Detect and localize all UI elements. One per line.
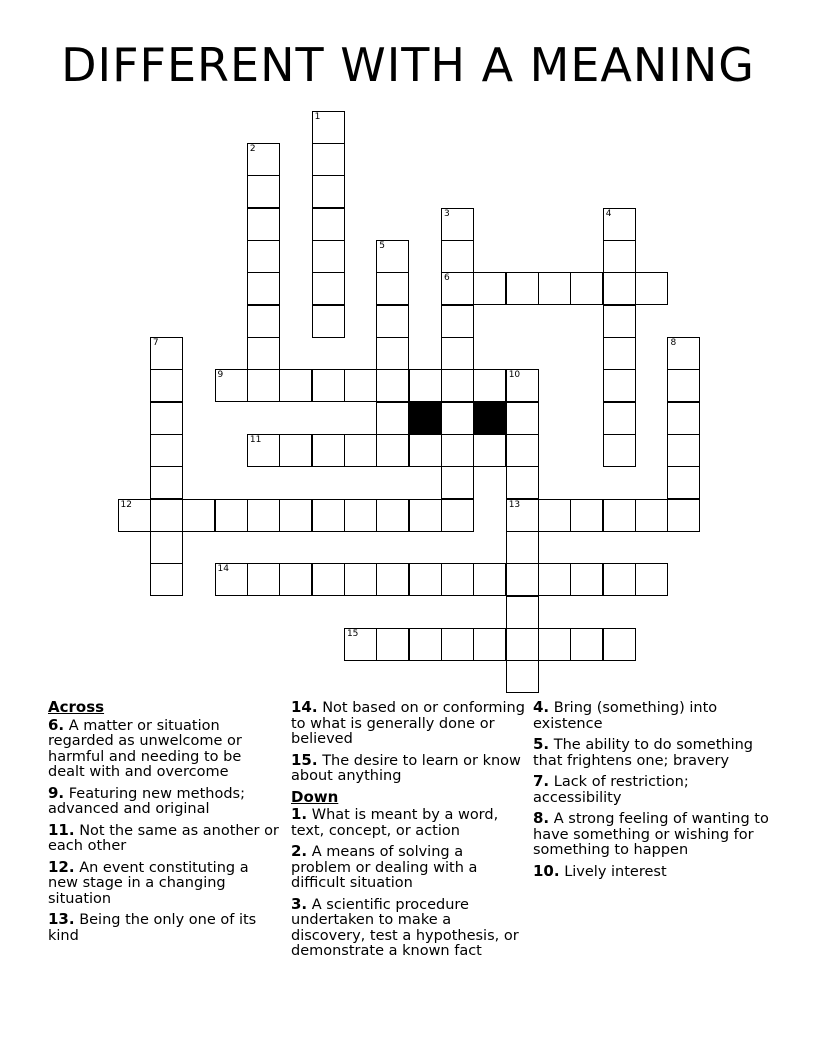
- grid-cell[interactable]: [118, 499, 151, 532]
- grid-cell[interactable]: [312, 499, 345, 532]
- clue-number: 9.: [48, 783, 65, 802]
- grid-cell[interactable]: [473, 628, 506, 661]
- grid-cell[interactable]: [150, 337, 183, 370]
- grid-cell[interactable]: [376, 240, 409, 273]
- grid-cell[interactable]: [441, 369, 474, 402]
- grid-cell[interactable]: [506, 499, 539, 532]
- clue-text: A strong feeling of wanting to have something or wishing for something to happen: [533, 811, 769, 858]
- grid-cell[interactable]: [603, 499, 636, 532]
- grid-cell[interactable]: [667, 499, 700, 532]
- clue-text: What is meant by a word, text, concept, or action: [291, 807, 499, 839]
- clue-text: The desire to learn or know about anything: [291, 752, 521, 784]
- grid-cell[interactable]: [215, 499, 248, 532]
- grid-cell[interactable]: [506, 369, 539, 402]
- across-heading: Across: [48, 698, 105, 716]
- clue-text: A scientific procedure undertaken to make a discovery, test a hypothesis, or demonstrate a known fact: [291, 896, 519, 959]
- grid-cell[interactable]: [506, 434, 539, 467]
- cell-number: 14: [217, 564, 229, 575]
- grid-cell[interactable]: [667, 402, 700, 435]
- clue-number: 13.: [48, 910, 75, 928]
- cell-number: 11: [249, 435, 262, 445]
- clue-across-6: [48, 715, 280, 781]
- grid-cell[interactable]: [312, 272, 345, 305]
- grid-cell[interactable]: [441, 240, 474, 273]
- grid-cell[interactable]: [279, 434, 312, 467]
- grid-cell[interactable]: [603, 628, 636, 661]
- grid-cell[interactable]: [506, 402, 539, 435]
- grid-cell[interactable]: [150, 369, 183, 402]
- clue-text: Being the only one of its kind: [48, 912, 257, 944]
- grid-cell[interactable]: [376, 434, 409, 467]
- grid-cell[interactable]: [667, 434, 700, 467]
- grid-cell[interactable]: [150, 466, 183, 499]
- clue-down-2: [291, 844, 525, 892]
- grid-cell[interactable]: [506, 563, 539, 596]
- grid-cell[interactable]: [603, 337, 636, 370]
- grid-cell[interactable]: [312, 175, 345, 208]
- grid-cell[interactable]: [603, 305, 636, 338]
- cell-number: 1: [314, 111, 321, 122]
- clue-text: Not based on or conforming to what is generally done or believed: [291, 700, 525, 747]
- clue-number: 1.: [291, 805, 308, 823]
- grid-cell[interactable]: [247, 272, 280, 305]
- cell-number: 9: [217, 370, 224, 381]
- grid-cell[interactable]: [409, 369, 442, 402]
- grid-cell[interactable]: [603, 563, 636, 596]
- clue-number: 8.: [533, 809, 550, 827]
- grid-cell[interactable]: [441, 272, 474, 305]
- grid-cell[interactable]: [247, 369, 280, 402]
- cell-number: 5: [379, 240, 386, 251]
- cell-number: 15: [346, 629, 359, 640]
- grid-cell[interactable]: [409, 563, 442, 596]
- cell-number: 12: [120, 499, 132, 510]
- clue-number: 4.: [533, 698, 550, 716]
- grid-cell[interactable]: [247, 563, 280, 596]
- cell-number: 10: [508, 370, 521, 381]
- grid-cell[interactable]: [538, 272, 571, 305]
- grid-cell[interactable]: [441, 628, 474, 661]
- grid-cell[interactable]: [409, 499, 442, 532]
- clue-across-15: [291, 750, 525, 785]
- grid-cell[interactable]: [247, 337, 280, 370]
- grid-cell[interactable]: [215, 369, 248, 402]
- clue-down-10: [533, 861, 773, 881]
- grid-cell[interactable]: [441, 499, 474, 532]
- grid-cell[interactable]: [150, 402, 183, 435]
- clue-text: Lively interest: [564, 863, 667, 880]
- black-square: [409, 402, 442, 435]
- grid-cell[interactable]: [603, 402, 636, 435]
- grid-cell[interactable]: [344, 369, 377, 402]
- clue-down-3: [291, 894, 525, 960]
- grid-cell[interactable]: [603, 272, 636, 305]
- grid-cell[interactable]: [473, 563, 506, 596]
- clue-across-12: [48, 857, 280, 908]
- down-heading: Down: [291, 787, 339, 806]
- grid-cell[interactable]: [150, 434, 183, 467]
- clue-text: A matter or situation regarded as unwelcome or harmful and needing to be dealt with and overcome: [48, 717, 242, 780]
- grid-cell[interactable]: [376, 563, 409, 596]
- grid-cell[interactable]: [635, 499, 668, 532]
- cell-number: 8: [670, 337, 677, 348]
- clue-number: 3.: [291, 894, 308, 913]
- cell-number: 4: [605, 208, 612, 219]
- grid-cell[interactable]: [312, 240, 345, 273]
- grid-cell[interactable]: [312, 434, 345, 467]
- clue-number: 5.: [533, 735, 550, 753]
- grid-cell[interactable]: [279, 499, 312, 532]
- grid-cell[interactable]: [376, 628, 409, 661]
- grid-cell[interactable]: [376, 369, 409, 402]
- clue-number: 12.: [48, 857, 75, 876]
- grid-cell[interactable]: [635, 563, 668, 596]
- grid-cell[interactable]: [376, 337, 409, 370]
- clue-across-11: [48, 820, 280, 855]
- grid-cell[interactable]: [247, 499, 280, 532]
- grid-cell[interactable]: [312, 208, 345, 241]
- clue-across-9: [48, 783, 280, 818]
- grid-cell[interactable]: [538, 563, 571, 596]
- grid-cell[interactable]: [473, 369, 506, 402]
- grid-cell[interactable]: [570, 272, 603, 305]
- grid-cell[interactable]: [603, 240, 636, 273]
- grid-cell[interactable]: [247, 175, 280, 208]
- grid-cell[interactable]: [441, 466, 474, 499]
- grid-cell[interactable]: [441, 434, 474, 467]
- grid-cell[interactable]: [215, 563, 248, 596]
- grid-cell[interactable]: [409, 434, 442, 467]
- clue-column-2: [291, 700, 525, 965]
- cell-number: 2: [249, 143, 256, 154]
- grid-cell[interactable]: [570, 499, 603, 532]
- grid-cell[interactable]: [344, 499, 377, 532]
- clue-number: 7.: [533, 772, 550, 790]
- grid-cell[interactable]: [247, 240, 280, 273]
- grid-cell[interactable]: [247, 305, 280, 338]
- grid-cell[interactable]: [344, 628, 377, 661]
- grid-cell[interactable]: [570, 628, 603, 661]
- clue-number: 2.: [291, 842, 308, 860]
- grid-cell[interactable]: [538, 499, 571, 532]
- grid-cell[interactable]: [247, 434, 280, 467]
- grid-cell[interactable]: [506, 466, 539, 499]
- grid-cell[interactable]: [279, 369, 312, 402]
- black-square: [473, 402, 506, 435]
- grid-cell[interactable]: [150, 499, 183, 532]
- grid-cell[interactable]: [667, 466, 700, 499]
- clue-down-5: [533, 737, 773, 769]
- grid-cell[interactable]: [312, 369, 345, 402]
- grid-cell[interactable]: [312, 305, 345, 338]
- grid-cell[interactable]: [376, 305, 409, 338]
- grid-cell[interactable]: [150, 563, 183, 596]
- grid-cell[interactable]: [441, 337, 474, 370]
- clue-number: 6.: [48, 715, 65, 734]
- clue-text: Not the same as another or each other: [48, 822, 279, 854]
- clue-text: An event constituting a new stage in a changing situation: [48, 859, 249, 907]
- grid-cell[interactable]: [506, 272, 539, 305]
- grid-cell[interactable]: [441, 563, 474, 596]
- grid-cell[interactable]: [344, 434, 377, 467]
- clue-text: Bring (something) into existence: [533, 700, 718, 732]
- grid-cell[interactable]: [376, 402, 409, 435]
- clue-down-7: [533, 774, 773, 806]
- grid-cell[interactable]: [247, 143, 280, 176]
- clue-across-13: [48, 912, 280, 944]
- clue-text: Featuring new methods; advanced and original: [48, 785, 245, 817]
- clue-number: 14.: [291, 698, 318, 716]
- grid-cell[interactable]: [538, 628, 571, 661]
- grid-cell[interactable]: [473, 434, 506, 467]
- grid-cell[interactable]: [182, 499, 215, 532]
- grid-cell[interactable]: [667, 337, 700, 370]
- clue-number: 15.: [291, 750, 318, 769]
- clue-down-8: [533, 811, 773, 859]
- clue-number: 10.: [533, 861, 560, 880]
- clue-down-1: [291, 807, 525, 839]
- grid-cell[interactable]: [279, 563, 312, 596]
- grid-cell[interactable]: [376, 272, 409, 305]
- grid-cell[interactable]: [344, 563, 377, 596]
- grid-cell[interactable]: [441, 208, 474, 241]
- grid-cell[interactable]: [441, 305, 474, 338]
- grid-cell[interactable]: [473, 272, 506, 305]
- grid-cell[interactable]: [312, 563, 345, 596]
- grid-cell[interactable]: [150, 531, 183, 564]
- clue-down-4: [533, 700, 773, 732]
- grid-cell[interactable]: [506, 660, 539, 693]
- clue-column-1: [48, 700, 280, 949]
- grid-cell[interactable]: [506, 628, 539, 661]
- clue-text: The ability to do something that frightens one; bravery: [533, 737, 753, 769]
- clue-across-14: [291, 700, 525, 748]
- grid-cell[interactable]: [506, 531, 539, 564]
- clue-column-3: [533, 700, 773, 885]
- grid-cell[interactable]: [667, 369, 700, 402]
- grid-cell[interactable]: [570, 563, 603, 596]
- cell-number: 7: [152, 337, 159, 348]
- grid-cell[interactable]: [409, 628, 442, 661]
- grid-cell[interactable]: [506, 596, 539, 629]
- cell-number: 3: [444, 208, 450, 219]
- cell-number: 6: [444, 273, 450, 284]
- clue-text: A means of solving a problem or dealing with a difficult situation: [291, 844, 478, 891]
- grid-cell[interactable]: [312, 111, 345, 144]
- clue-text: Lack of restriction; accessibility: [533, 774, 689, 806]
- puzzle-title: DIFFERENT WITH A MEANING: [61, 38, 755, 92]
- grid-cell[interactable]: [441, 402, 474, 435]
- grid-cell[interactable]: [603, 434, 636, 467]
- clue-number: 11.: [48, 820, 75, 839]
- cell-number: 13: [508, 499, 521, 510]
- grid-cell[interactable]: [312, 143, 345, 176]
- grid-cell[interactable]: [603, 369, 636, 402]
- grid-cell[interactable]: [376, 499, 409, 532]
- grid-cell[interactable]: [247, 208, 280, 241]
- grid-cell[interactable]: [635, 272, 668, 305]
- grid-cell[interactable]: [603, 208, 636, 241]
